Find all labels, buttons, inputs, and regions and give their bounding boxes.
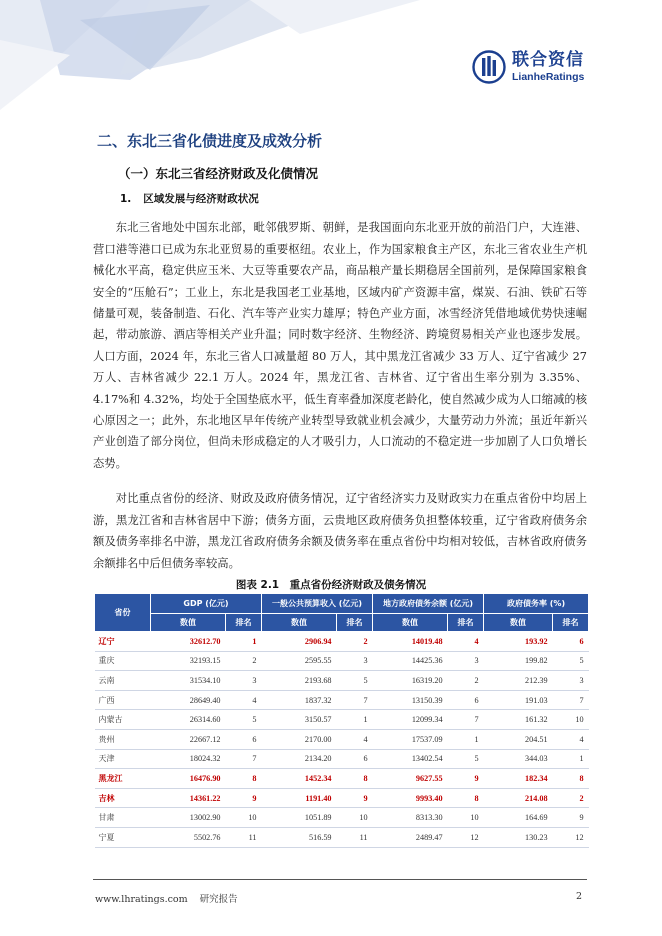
rank-cell: 7 [337, 690, 373, 710]
province-cell: 黑龙江 [95, 769, 151, 789]
value-cell: 214.08 [484, 788, 553, 808]
value-cell: 3150.57 [262, 710, 337, 730]
rank-cell: 10 [337, 808, 373, 828]
value-cell: 1191.40 [262, 788, 337, 808]
logo-name-cn: 联合资信 [512, 49, 584, 70]
province-cell: 贵州 [95, 729, 151, 749]
table-row [95, 690, 589, 710]
rank-cell: 6 [448, 690, 484, 710]
rank-cell: 9 [553, 808, 589, 828]
subheader-rank: 排名 [226, 614, 262, 632]
value-cell: 5502.76 [151, 827, 226, 847]
rank-cell: 4 [553, 729, 589, 749]
value-cell: 2193.68 [262, 671, 337, 691]
province-cell: 天津 [95, 749, 151, 769]
rank-cell: 3 [226, 671, 262, 691]
value-cell: 9627.55 [373, 769, 448, 789]
province-cell: 重庆 [95, 651, 151, 671]
subheader-rank: 排名 [553, 614, 589, 632]
rank-cell: 6 [337, 749, 373, 769]
lianhe-logo-icon [472, 50, 506, 84]
value-cell: 1837.32 [262, 690, 337, 710]
rank-cell: 11 [337, 827, 373, 847]
value-cell: 2170.00 [262, 729, 337, 749]
rank-cell: 9 [337, 788, 373, 808]
province-cell: 云南 [95, 671, 151, 691]
rank-cell: 2 [448, 671, 484, 691]
company-logo [472, 50, 584, 84]
value-cell: 32193.15 [151, 651, 226, 671]
value-cell: 31534.10 [151, 671, 226, 691]
value-cell: 32612.70 [151, 632, 226, 652]
footer-info [95, 891, 250, 905]
value-cell: 13402.54 [373, 749, 448, 769]
value-cell: 161.32 [484, 710, 553, 730]
table-row [95, 651, 589, 671]
value-cell: 13002.90 [151, 808, 226, 828]
rank-cell: 6 [226, 729, 262, 749]
value-cell: 13150.39 [373, 690, 448, 710]
rank-cell: 7 [448, 710, 484, 730]
header-debt-ratio: 政府债务率 (%) [484, 594, 589, 614]
rank-cell: 10 [226, 808, 262, 828]
header-province: 省份 [95, 594, 151, 632]
value-cell: 130.23 [484, 827, 553, 847]
value-cell: 1452.34 [262, 769, 337, 789]
page-number: 2 [576, 891, 583, 902]
rank-cell: 5 [448, 749, 484, 769]
rank-cell: 11 [226, 827, 262, 847]
rank-cell: 3 [448, 651, 484, 671]
rank-cell: 1 [553, 749, 589, 769]
rank-cell: 3 [553, 671, 589, 691]
header-budget-revenue: 一般公共预算收入 (亿元) [262, 594, 373, 614]
footer-divider [93, 879, 587, 880]
value-cell: 182.34 [484, 769, 553, 789]
item-heading-number: 1. [120, 193, 132, 205]
table-row [95, 769, 589, 789]
value-cell: 14019.48 [373, 632, 448, 652]
subheader-value: 数值 [262, 614, 337, 632]
body-paragraph-2: 对比重点省份的经济、财政及政府债务情况，辽宁省经济实力及财政实力在重点省份中均居上游，黑龙江省和吉林省居中下游；债务方面，云贵地区政府债务负担整体较重，辽宁省政府债务余额及债务率排名中游，黑龙江省政府债务余额及债务率在重点省份中均相对较低，吉林省政府债务余额排名中后但债务率较高。 [93, 492, 587, 570]
rank-cell: 7 [553, 690, 589, 710]
rank-cell: 2 [553, 788, 589, 808]
rank-cell: 12 [553, 827, 589, 847]
value-cell: 2134.20 [262, 749, 337, 769]
rank-cell: 5 [337, 671, 373, 691]
value-cell: 28649.40 [151, 690, 226, 710]
value-cell: 191.03 [484, 690, 553, 710]
value-cell: 344.03 [484, 749, 553, 769]
value-cell: 164.69 [484, 808, 553, 828]
province-cell: 内蒙古 [95, 710, 151, 730]
province-cell: 甘肃 [95, 808, 151, 828]
table-row [95, 710, 589, 730]
table-row [95, 632, 589, 652]
value-cell: 9993.40 [373, 788, 448, 808]
rank-cell: 10 [448, 808, 484, 828]
table-row [95, 749, 589, 769]
value-cell: 193.92 [484, 632, 553, 652]
rank-cell: 4 [226, 690, 262, 710]
rank-cell: 5 [226, 710, 262, 730]
rank-cell: 4 [337, 729, 373, 749]
rank-cell: 8 [226, 769, 262, 789]
value-cell: 16476.90 [151, 769, 226, 789]
province-cell: 宁夏 [95, 827, 151, 847]
rank-cell: 1 [448, 729, 484, 749]
rank-cell: 12 [448, 827, 484, 847]
rank-cell: 8 [448, 788, 484, 808]
item-heading [120, 191, 259, 206]
value-cell: 26314.60 [151, 710, 226, 730]
rank-cell: 5 [553, 651, 589, 671]
value-cell: 1051.89 [262, 808, 337, 828]
table-row [95, 808, 589, 828]
rank-cell: 7 [226, 749, 262, 769]
body-paragraph-1: 东北三省地处中国东北部，毗邻俄罗斯、朝鲜，是我国面向东北亚开放的前沿门户，大连港、营口港等港口已成为东北亚贸易的重要枢纽。农业上，作为国家粮食主产区，东北三省农业生产机械化水平高，稳定供应玉米、大豆等重要农产品，商品粮产量长期稳居全国前列，是保障国家粮食安全的“压舱石”；工业上，东北是我国老工业基地，区域内矿产资源丰富，煤炭、石油、铁矿石等储量可观，装备制造、石化、汽车等产业实力雄厚；特色产业方面，冰雪经济凭借地域优势快速崛起，带动旅游、酒店等相关产业升温；同时数字经济、生物经济、跨境贸易相关产业也逐步发展。人口方面，2024 年，东北三省人口减量超 80 万人，其中黑龙江省减少 33 万人、辽宁省减少 27 万人、吉林省减少 22.1 万人。2024 年，黑龙江省、吉林省、辽宁省出生率分别为 3.35%、4.17%和 4.32%，均处于全国垫底水平，低生育率叠加深度老龄化，使自然减少成为人口缩减的核心原因之一；此外，东北地区早年传统产业转型导致就业机会减少，大量劳动力外流；虽近年新兴产业创造了部分岗位，但尚未形成稳定的人才吸引力，人口流动的不稳定进一步加剧了人口负增长态势。 [93, 221, 587, 470]
header-gdp: GDP (亿元) [151, 594, 262, 614]
value-cell: 8313.30 [373, 808, 448, 828]
table-row [95, 671, 589, 691]
rank-cell: 6 [553, 632, 589, 652]
subheader-value: 数值 [373, 614, 448, 632]
item-heading-text: 区域发展与经济财政状况 [143, 193, 259, 205]
rank-cell: 2 [337, 632, 373, 652]
value-cell: 2906.94 [262, 632, 337, 652]
value-cell: 17537.09 [373, 729, 448, 749]
value-cell: 18024.32 [151, 749, 226, 769]
value-cell: 2595.55 [262, 651, 337, 671]
value-cell: 204.51 [484, 729, 553, 749]
section-heading: 二、东北三省化债进度及成效分析 [97, 132, 323, 150]
province-finance-table [94, 593, 589, 848]
value-cell: 199.82 [484, 651, 553, 671]
value-cell: 22667.12 [151, 729, 226, 749]
subheader-value: 数值 [151, 614, 226, 632]
province-cell: 辽宁 [95, 632, 151, 652]
rank-cell: 1 [226, 632, 262, 652]
rank-cell: 8 [553, 769, 589, 789]
province-cell: 吉林 [95, 788, 151, 808]
rank-cell: 4 [448, 632, 484, 652]
footer-doc-type: 研究报告 [199, 894, 238, 905]
rank-cell: 8 [337, 769, 373, 789]
subheader-value: 数值 [484, 614, 553, 632]
province-cell: 广西 [95, 690, 151, 710]
value-cell: 16319.20 [373, 671, 448, 691]
value-cell: 516.59 [262, 827, 337, 847]
rank-cell: 2 [226, 651, 262, 671]
rank-cell: 3 [337, 651, 373, 671]
table-row [95, 827, 589, 847]
rank-cell: 1 [337, 710, 373, 730]
rank-cell: 9 [226, 788, 262, 808]
value-cell: 2489.47 [373, 827, 448, 847]
value-cell: 14361.22 [151, 788, 226, 808]
logo-name-en: LianheRatings [512, 70, 585, 83]
table-title: 图表 2.1 重点省份经济财政及债务情况 [235, 579, 427, 591]
rank-cell: 10 [553, 710, 589, 730]
subheader-rank: 排名 [337, 614, 373, 632]
subsection-heading: （一）东北三省经济财政及化债情况 [118, 166, 319, 181]
table-row [95, 788, 589, 808]
footer-website: www.lhratings.com [95, 894, 188, 905]
table-row [95, 729, 589, 749]
value-cell: 212.39 [484, 671, 553, 691]
header-debt-balance: 地方政府债务余额 (亿元) [373, 594, 484, 614]
rank-cell: 9 [448, 769, 484, 789]
subheader-rank: 排名 [448, 614, 484, 632]
value-cell: 14425.36 [373, 651, 448, 671]
value-cell: 12099.34 [373, 710, 448, 730]
